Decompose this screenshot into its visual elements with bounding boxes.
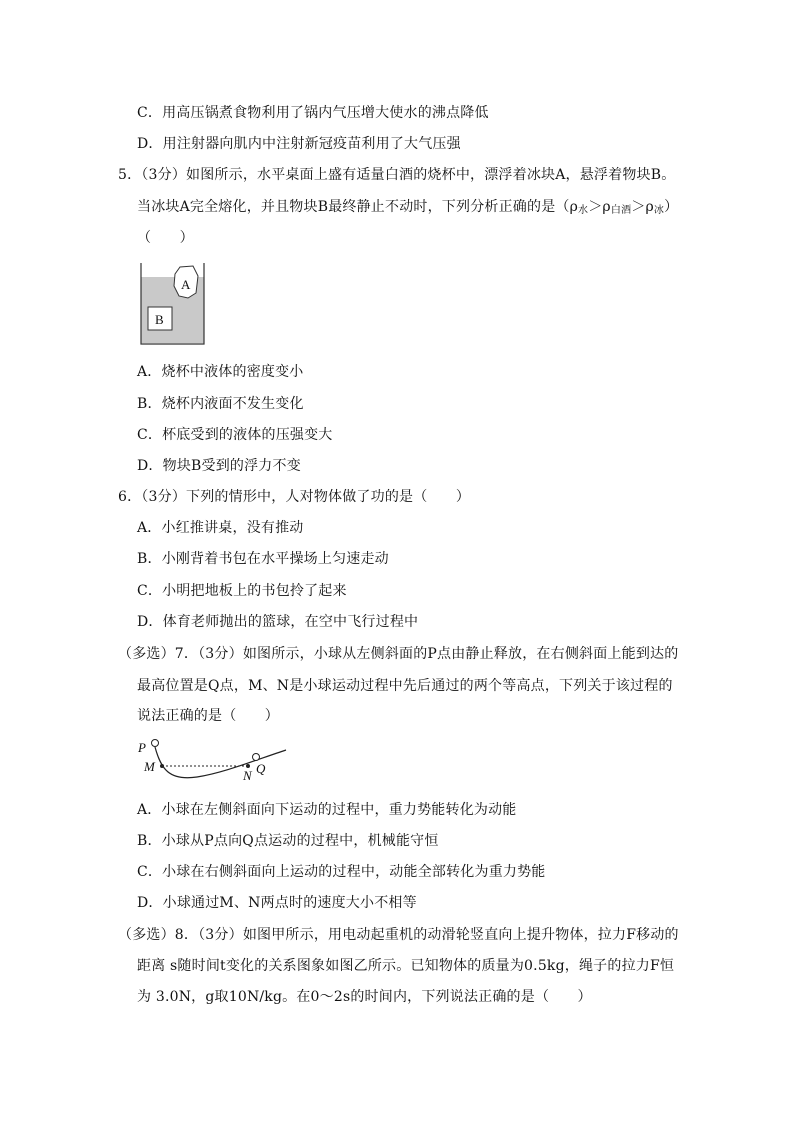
q6-option-b: B．小刚背着书包在水平操场上匀速走动 xyxy=(137,551,389,567)
q4-option-d: D．用注射器向肌内中注射新冠疫苗利用了大气压强 xyxy=(137,136,461,152)
q5-gt2: ＞ρ xyxy=(631,199,654,215)
q5-option-b: B．烧杯内液面不发生变化 xyxy=(137,396,304,412)
q7-slope-figure xyxy=(133,735,293,785)
q7-option-d: D．小球通过M、N两点时的速度大小不相等 xyxy=(137,895,417,911)
q5-option-d: D．物块B受到的浮力不变 xyxy=(137,458,301,474)
q7-stem-line2: 最高位置是Q点，M、N是小球运动过程中先后通过的两个等高点，下列关于该过程的 xyxy=(137,678,673,694)
q5-beaker-figure xyxy=(136,260,210,348)
q5-gt1: ＞ρ xyxy=(588,199,611,215)
q6-option-a: A．小红推讲桌，没有推动 xyxy=(137,520,304,536)
q5-sub-water: 水 xyxy=(578,205,589,216)
q5-option-a: A．烧杯中液体的密度变小 xyxy=(137,364,304,380)
q5-answer-blank: （ ） xyxy=(137,230,194,246)
q7-option-a: A．小球在左侧斜面向下运动的过程中，重力势能转化为动能 xyxy=(137,802,517,818)
q6-option-d: D．体育老师抛出的篮球，在空中飞行过程中 xyxy=(137,614,419,630)
ice-label-a: A xyxy=(181,277,191,292)
object-label-b: B xyxy=(155,312,164,327)
q5-stem-line1: 5．（3分）如图所示，水平桌面上盛有适量白酒的烧杯中，漂浮着冰块A，悬浮着物块B。 xyxy=(118,167,676,183)
q8-stem-line3: 为 3.0N，g取10N/kg。在0～2s的时间内，下列说法正确的是（ ） xyxy=(137,989,592,1005)
slope-curve xyxy=(155,747,286,778)
label-q: Q xyxy=(256,761,266,776)
label-m: M xyxy=(144,759,155,774)
q7-option-c: C．小球在右侧斜面向上运动的过程中，动能全部转化为重力势能 xyxy=(137,864,546,880)
point-m xyxy=(160,764,164,768)
ball-at-p xyxy=(152,740,159,747)
q5-sub-liquor: 白酒 xyxy=(610,205,632,216)
q8-stem-line2: 距离 s随时间t变化的关系图象如图乙所示。已知物体的质量为0.5kg，绳子的拉力F恒 xyxy=(137,958,675,974)
q5-stem-line2 xyxy=(137,198,678,220)
q5-close: ） xyxy=(664,199,679,215)
q5-stem-text: 当冰块A完全熔化，并且物块B最终静止不动时，下列分析正确的是（ρ xyxy=(137,199,579,215)
q7-option-b: B．小球从P点向Q点运动的过程中，机械能守恒 xyxy=(137,833,439,849)
q7-stem-line1: （多选）7．（3分）如图所示，小球从左侧斜面的P点由静止释放，在右侧斜面上能到达的 xyxy=(118,646,679,662)
label-p: P xyxy=(138,740,146,755)
label-n: N xyxy=(243,768,252,783)
q6-stem: 6．（3分）下列的情形中，人对物体做了功的是（ ） xyxy=(118,489,471,505)
q5-sub-ice: 冰 xyxy=(653,205,665,216)
q4-option-c: C．用高压锅煮食物利用了锅内气压增大使水的沸点降低 xyxy=(137,105,489,121)
q8-stem-line1: （多选）8．（3分）如图甲所示，用电动起重机的动滑轮竖直向上提升物体，拉力F移动的 xyxy=(118,927,679,943)
q6-option-c: C．小明把地板上的书包拎了起来 xyxy=(137,583,347,599)
q7-stem-line3: 说法正确的是（ ） xyxy=(137,708,279,724)
q5-option-c: C．杯底受到的液体的压强变大 xyxy=(137,427,333,443)
ball-at-q xyxy=(253,754,260,761)
